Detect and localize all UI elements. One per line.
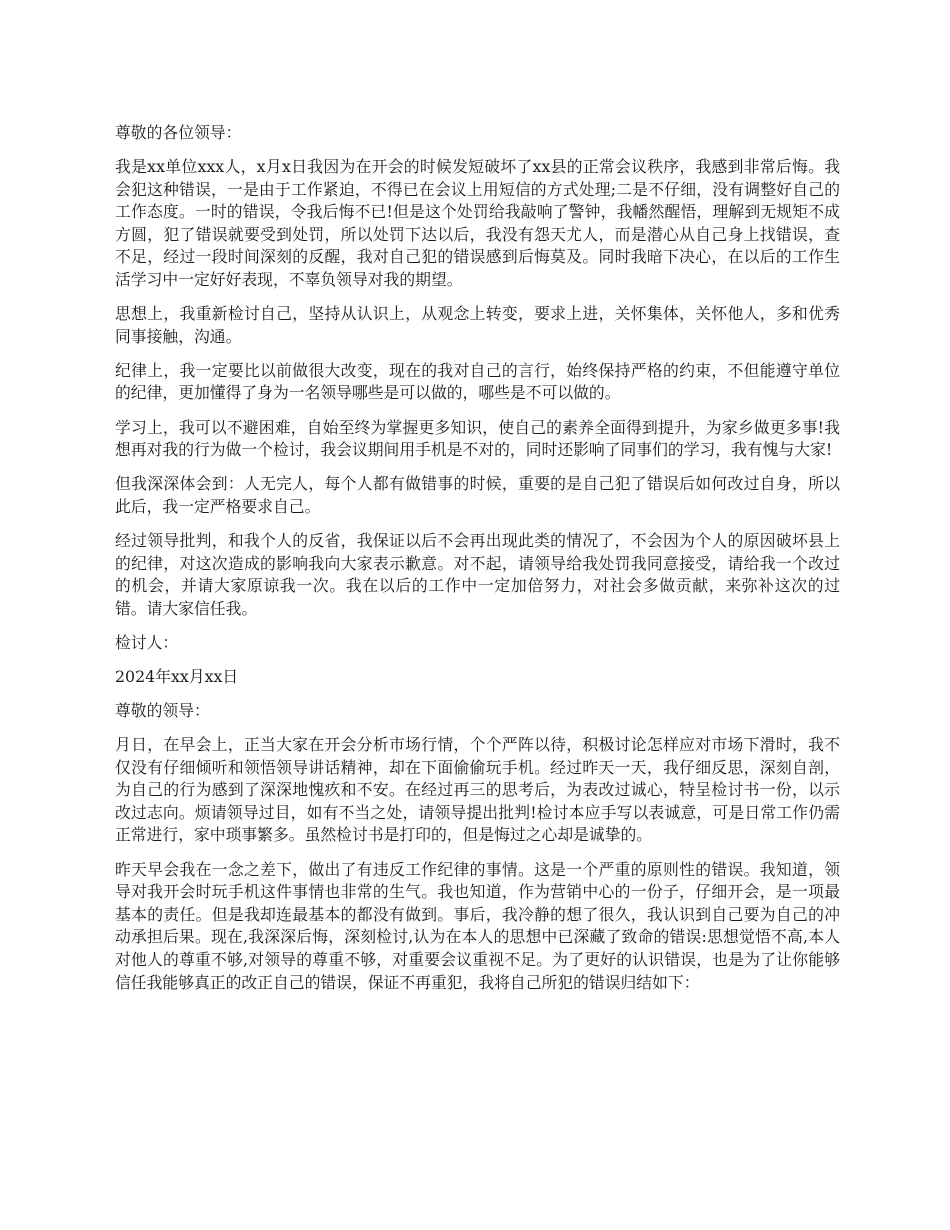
paragraph-intro: 我是xx单位xxx人，x月x日我因为在开会的时候发短破坏了xx县的正常会议秩序，我感到非常后悔。我会犯这种错误，一是由于工作紧迫，不得已在会议上用短信的方式处理;二是不仔细，没有调整好自己的工作态度。一时的错误，令我后悔不已!但是这个处罚给我敲响了警钟，我幡然醒悟，理解到无规矩不成方圆，犯了错误就要受到处罚，所以处罚下达以后，我没有怨天尤人，而是潜心从自己身上找错误，查不足，经过一段时间深刻的反醒，我对自己犯的错误感到后悔莫及。同时我暗下决心，在以后的工作生活学习中一定好好表现，不辜负领导对我的期望。 [115, 157, 840, 290]
paragraph-discipline: 纪律上，我一定要比以前做很大改变，现在的我对自己的言行，始终保持严格的约束，不但能遵守单位的纪律，更加懂得了身为一名领导哪些是可以做的，哪些是不可以做的。 [115, 360, 840, 403]
paragraph-thought: 思想上，我重新检讨自己，坚持从认识上，从观念上转变，要求上进，关怀集体，关怀他人，多和优秀同事接触，沟通。 [115, 304, 840, 346]
greeting-2: 尊敬的领导： [115, 700, 210, 720]
paragraph-study: 学习上，我可以不避困难，自始至终为掌握更多知识，使自己的素养全面得到提升，为家乡做更多事!我想再对我的行为做一个检讨，我会议期间用手机是不对的，同时还影响了同事们的学习，我有愧与大家! [115, 417, 840, 460]
signature-label: 检讨人： [115, 632, 179, 652]
paragraph-morning-meeting: 月日，在早会上，正当大家在开会分析市场行情，个个严阵以待，积极讨论怎样应对市场下滑时，我不仅没有仔细倾听和领悟领导讲话精神，却在下面偷偷玩手机。经过昨天一天，我仔细反思，深刻自剖，为自己的行为感到了深深地愧疚和不安。在经过再三的思考后，为表改过诚心，特呈检讨书一份，以示改过志向。烦请领导过目，如有不当之处，请领导提出批判!检讨本应手写以表诚意，可是日常工作仍需正常进行，家中琐事繁多。虽然检讨书是打印的，但是悔过之心却是诚挚的。 [115, 735, 840, 845]
paragraph-yesterday: 昨天早会我在一念之差下，做出了有违反工作纪律的事情。这是一个严重的原则性的错误。我知道，领导对我开会时玩手机这件事情也非常的生气。我也知道，作为营销中心的一份子，仔细开会，是一项最基本的责任。但是我却连最基本的都没有做到。事后，我冷静的想了很久，我认识到自己要为自己的冲动承担后果。现在,我深深后悔，深刻检讨,认为在本人的思想中已深藏了致命的错误:思想觉悟不高,本人对他人的尊重不够,对领导的尊重不够，对重要会议重视不足。为了更好的认识错误，也是为了让你能够信任我能够真正的改正自己的错误，保证不再重犯，我将自己所犯的错误归结如下： [115, 859, 840, 992]
paragraph-reflection: 但我深深体会到：人无完人，每个人都有做错事的时候，重要的是自己犯了错误后如何改过自身，所以此后，我一定严格要求自己。 [115, 474, 840, 516]
greeting-1: 尊敬的各位领导： [115, 123, 242, 142]
date-line: 2024年xx月xx日 [115, 666, 239, 686]
document-page [115, 122, 840, 1006]
paragraph-promise: 经过领导批判，和我个人的反省，我保证以后不会再出现此类的情况了，不会因为个人的原因破坏县上的纪律，对这次造成的影响我向大家表示歉意。对不起，请领导给我处罚我同意接受，请给我一个改过的机会，并请大家原谅我一次。我在以后的工作中一定加倍努力，对社会多做贡献，来弥补这次的过错。请大家信任我。 [115, 530, 840, 618]
